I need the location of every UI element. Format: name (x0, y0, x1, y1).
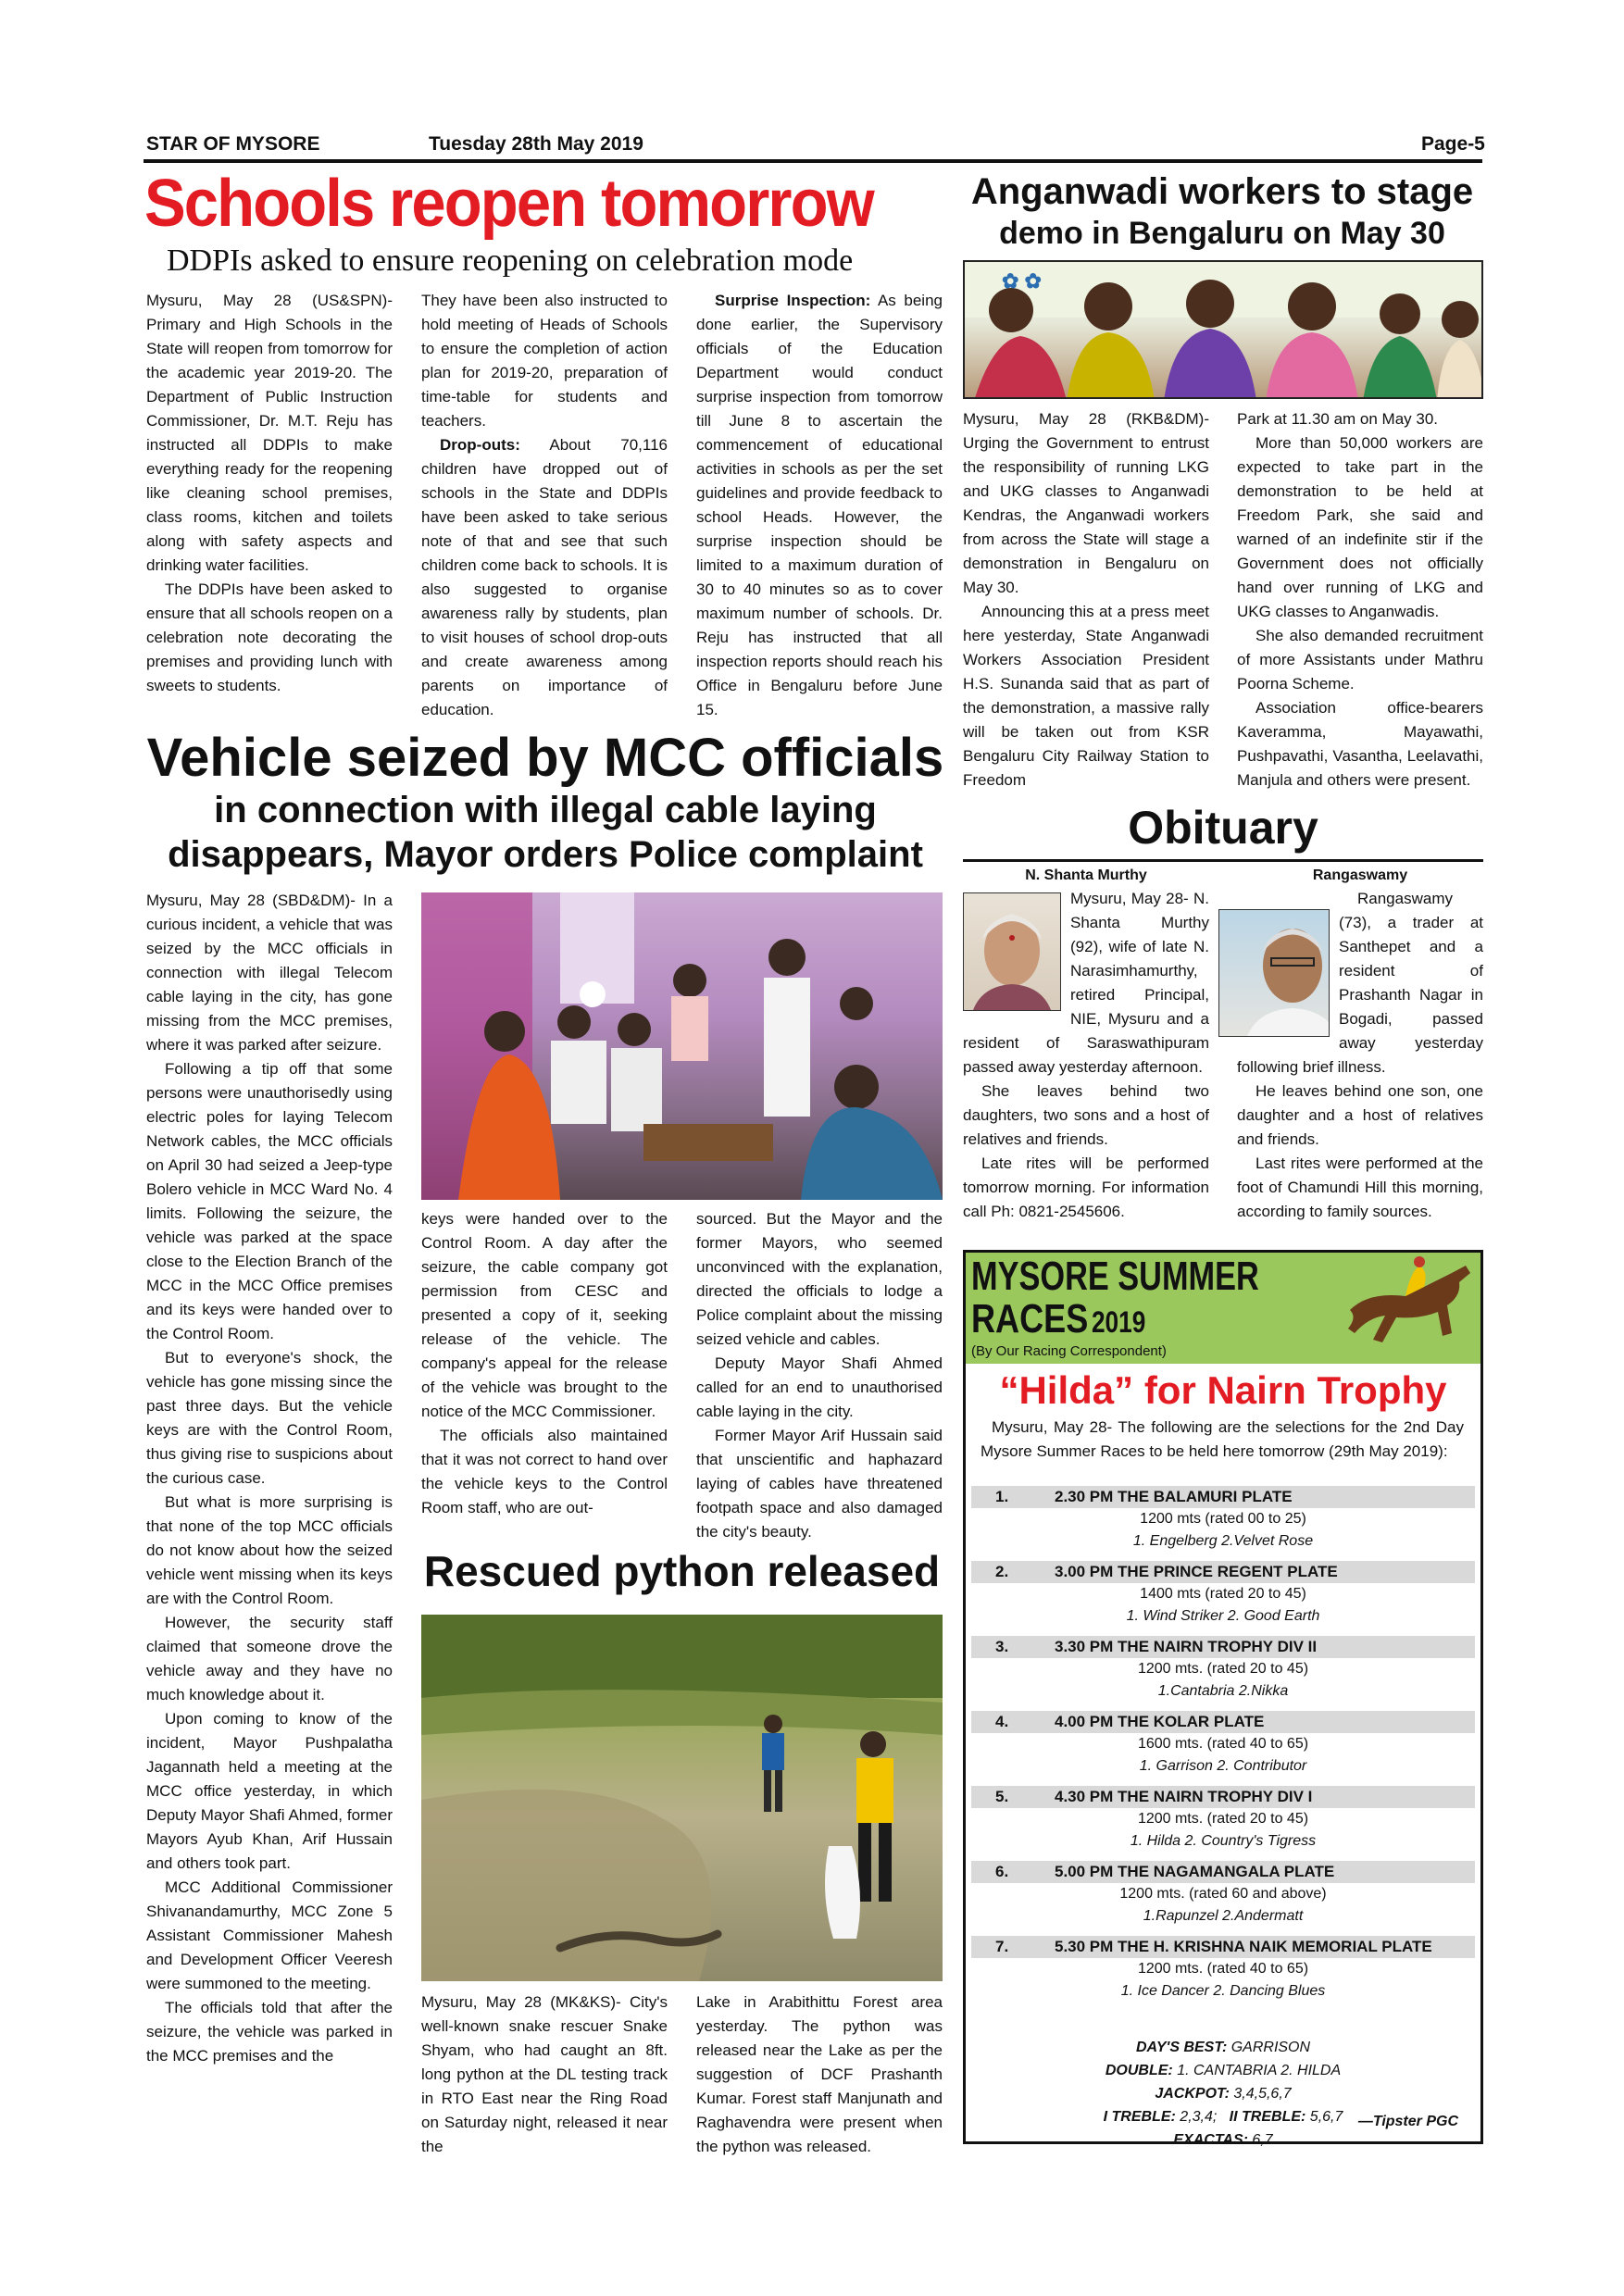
vehicle-p10: The officials also maintained that it was not correct to hand over the vehicle keys to the Control Room staff, who are out- (421, 1427, 668, 1516)
mcc-meeting-photo (421, 892, 943, 1200)
races-banner-title-1: MYSORE SUMMER (971, 1254, 1259, 1299)
race-title: 2.30 PM THE BALAMURI PLATE (1055, 1488, 1293, 1505)
race-title: 3.30 PM THE NAIRN TROPHY DIV II (1055, 1638, 1318, 1655)
schools-p5 (696, 289, 943, 722)
race-number: 1. (995, 1488, 1009, 1505)
vehicle-p6: Upon coming to know of the incident, Mayor Pushpalatha Jagannath held a meeting at the MCC office yesterday, in which Deputy Mayor Shafi Ahmed, former Mayors Ayub Khan, Arif Hussain and others took part. (146, 1710, 393, 1872)
race-item (971, 1786, 1475, 1853)
race-title: 5.30 PM THE H. KRISHNA NAIK MEMORIAL PLATE (1055, 1938, 1432, 1955)
races-summary (966, 2036, 1480, 2152)
race-distance: 1200 mts. (rated 40 to 65) (1137, 1961, 1309, 1977)
race-number: 3. (995, 1638, 1009, 1655)
paper-name: STAR OF MYSORE (146, 133, 320, 155)
obit-right-text-1: Rangaswamy (73), a trader at Santhepet and a resident of Prashanth Nagar in Bogadi, passed away yesterday following brief illness. (1237, 890, 1483, 1076)
inspection-lead: Surprise Inspection: (715, 292, 871, 309)
anganwadi-p6: Association office-bearers Kaveramma, Mayawathi, Pushpavathi, Vasantha, Leelavathi, Manjula and others were present. (1237, 699, 1483, 789)
race-distance: 1200 mts (rated 00 to 25) (1140, 1511, 1306, 1527)
race-title: 3.00 PM THE PRINCE REGENT PLATE (1055, 1563, 1338, 1580)
page-number: Page-5 (1421, 133, 1485, 155)
anganwadi-p3: Park at 11.30 am on May 30. (1237, 410, 1439, 428)
vehicle-col-1 (146, 889, 393, 2068)
python-p1: Mysuru, May 28 (MK&KS)- City's well-known snake rescuer Snake Shyam, who had caught an 8ft. long python at the DL testing track in RTO East near the Ring Road on Saturday night, released it near the (421, 1993, 668, 2155)
anganwadi-press-photo (963, 260, 1483, 399)
double-pick: DOUBLE: 1. CANTABRIA 2. HILDA (1105, 2063, 1342, 2078)
race-title: 5.00 PM THE NAGAMANGALA PLATE (1055, 1863, 1335, 1880)
schools-col-2 (421, 289, 668, 722)
vehicle-p7: MCC Additional Commissioner Shivanandamurthy, MCC Zone 5 Assistant Commissioner Mahesh and Development Officer Veeresh were summoned to the meeting. (146, 1878, 393, 1992)
race-title-bar (971, 1786, 1475, 1808)
dropouts-lead: Drop-outs: (440, 436, 520, 454)
racehorse-icon (1331, 1245, 1480, 1362)
race-selections: 1.Rapunzel 2.Andermatt (1143, 1908, 1304, 1924)
python-p2: Lake in Arabithittu Forest area yesterday. The python was released near the Lake as per the suggestion of DCF Prashanth Kumar. Forest staff Manjunath and Raghavendra were present when the python was released. (696, 1993, 943, 2155)
race-distance: 1200 mts. (rated 60 and above) (1119, 1886, 1327, 1902)
schools-headline: Schools reopen tomorrow (144, 167, 873, 241)
python-release-photo (421, 1615, 943, 1981)
race-title: 4.00 PM THE KOLAR PLATE (1055, 1713, 1265, 1730)
svg-text:✿ ✿: ✿ ✿ (1002, 269, 1042, 293)
race-selections: 1. Wind Striker 2. Good Earth (1126, 1608, 1320, 1624)
race-number: 7. (995, 1938, 1009, 1955)
schools-col-3 (696, 289, 943, 722)
races-banner-year: 2019 (1091, 1305, 1146, 1339)
race-distance: 1200 mts. (rated 20 to 45) (1137, 1661, 1309, 1677)
race-number: 2. (995, 1563, 1009, 1580)
obit-right-p2: He leaves behind one son, one daughter and a host of relatives and friends. (1237, 1082, 1483, 1148)
vehicle-headline: Vehicle seized by MCC officials (146, 728, 944, 788)
race-item (971, 1636, 1475, 1703)
race-item (971, 1861, 1475, 1928)
race-selections: 1. Garrison 2. Contributor (1139, 1758, 1307, 1774)
vehicle-p9: keys were handed over to the Control Room. A day after the seizure, the cable company got permission from CESC and presented a copy of it, seeking release of the vehicle. The company's appeal for the release of the vehicle was brought to the notice of the MCC Commissioner. (421, 1210, 668, 1420)
vehicle-subhead-1: in connection with illegal cable laying (214, 790, 877, 830)
vehicle-p11: sourced. But the Mayor and the former Mayors, who seemed unconvinced with the explanation, directed the officials to lodge a Police complaint about the missing seized vehicle and cables. (696, 1210, 943, 1348)
jackpot-pick: JACKPOT: 3,4,5,6,7 (1155, 2086, 1292, 2102)
race-item (971, 1711, 1475, 1778)
treble-picks: I TREBLE: 2,3,4; II TREBLE: 5,6,7 (1103, 2109, 1343, 2125)
races-intro: Mysuru, May 28- The following are the selections for the 2nd Day Mysore Summer Races to be held here tomorrow (29th May 2019): (981, 1418, 1464, 1460)
vehicle-p1: Mysuru, May 28 (SBD&DM)- In a curious incident, a vehicle that was seized by the MCC officials in connection with illegal Telecom cable laying in the city, has gone missing from the MCC premises, where it was parked after seizure. (146, 892, 393, 1054)
race-number: 5. (995, 1788, 1009, 1805)
vehicle-col-2 (421, 1207, 668, 1520)
vehicle-p13: Former Mayor Arif Hussain said that unscientific and haphazard laying of cables have threatened footpath space and also damaged the city's beauty. (696, 1427, 943, 1541)
race-title-bar (971, 1861, 1475, 1883)
vehicle-col-3 (696, 1207, 943, 1544)
race-item (971, 1486, 1475, 1553)
races-banner-title-2 (971, 1297, 1145, 1341)
schools-p1: Mysuru, May 28 (US&SPN)- Primary and High Schools in the State will reopen from tomorrow for the academic year 2019-20. The Department of Public Instruction Commissioner, Dr. M.T. Reju has instructed all DDPIs to make everything ready for the reopening like cleaning school premises, class rooms, kitchen and toilets along with safety aspects and drinking water facilities. (146, 292, 393, 574)
anganwadi-p5: She also demanded recruitment of more Assistants under Mathru Poorna Scheme. (1237, 627, 1483, 693)
races-byline: (By Our Racing Correspondent) (971, 1343, 1167, 1359)
race-list (971, 1486, 1475, 2004)
race-selections: 1. Hilda 2. Country's Tigress (1130, 1833, 1317, 1849)
vehicle-p4: But what is more surprising is that none of the top MCC officials do not know about how the seized vehicle went missing when its keys are with the Control Room. (146, 1493, 393, 1607)
anganwadi-col-1 (963, 407, 1209, 792)
schools-subhead: DDPIs asked to ensure reopening on celebration mode (167, 243, 854, 278)
anganwadi-p2: Announcing this at a press meet here yesterday, State Anganwadi Workers Association President H.S. Sunanda said that as part of the demonstration, a massive rally will be taken out from KSR Bengaluru City Railway Station to Freedom (963, 603, 1209, 789)
race-distance: 1200 mts. (rated 20 to 45) (1137, 1811, 1309, 1827)
race-title-bar (971, 1636, 1475, 1658)
tipster-credit: —Tipster PGC (1357, 2114, 1458, 2129)
days-best: DAY'S BEST: GARRISON (1135, 2040, 1311, 2055)
obit-right-p3: Last rites were performed at the foot of Chamundi Hill this morning, according to family sources. (1237, 1154, 1483, 1220)
obituary-title: Obituary (1128, 802, 1318, 854)
vehicle-p3: But to everyone's shock, the vehicle has gone missing since the past three days. But the vehicle keys are with the Control Room, thus giving rise to suspicions about the curious case. (146, 1349, 393, 1487)
race-selections: 1.Cantabria 2.Nikka (1157, 1683, 1289, 1699)
vehicle-p8: The officials told that after the seizure, the vehicle was parked in the MCC premises and the (146, 1999, 393, 2065)
python-col-2 (696, 1990, 943, 2159)
rescuer-right (825, 1731, 893, 1939)
exactas-pick: EXACTAS: 6,7 (1173, 2132, 1273, 2148)
race-selections: 1. Ice Dancer 2. Dancing Blues (1120, 1983, 1326, 1999)
race-title-bar (971, 1561, 1475, 1583)
race-number: 6. (995, 1863, 1009, 1880)
vehicle-p2: Following a tip off that some persons were unauthorisedly using electric poles for laying Telecom Network cables, the MCC officials on April 30 had seized a Jeep-type Bolero vehicle in MCC Ward No. 4 limits. Following the seizure, the vehicle was parked at the space close to the Election Branch of the MCC in the MCC Office premises and its keys were handed over to the Control Room. (146, 1060, 393, 1342)
obit-left-col (963, 887, 1209, 1224)
obit-left-p1: Mysuru, May 28- N. Shanta Murthy (92), wife of late N. Narasimhamurthy, retired Principal, NIE, Mysuru and a resident of Saraswathipuram passed away yesterday afternoon. (963, 890, 1209, 1076)
python-col-1 (421, 1990, 668, 2159)
anganwadi-headline-2: demo in Bengaluru on May 30 (999, 216, 1445, 251)
race-title-bar (971, 1711, 1475, 1733)
races-box (963, 1250, 1483, 2148)
races-headline: “Hilda” for Nairn Trophy (999, 1368, 1447, 1412)
race-distance: 1600 mts. (rated 40 to 65) (1137, 1736, 1309, 1752)
race-title-bar (971, 1486, 1475, 1508)
obit-right-name: Rangaswamy (1312, 867, 1408, 883)
race-title-bar (971, 1936, 1475, 1958)
obit-left-p2: She leaves behind two daughters, two sons and a host of relatives and friends. (963, 1082, 1209, 1148)
obit-right-portrait (1218, 909, 1330, 1037)
anganwadi-p4: More than 50,000 workers are expected to take part in the demonstration to be held at Freedom Park, she said and warned of an indefinite stir if the Government does not officially hand over running of LKG and UKG classes to Anganwadis. (1237, 434, 1483, 620)
schools-p3: They have been also instructed to hold meeting of Heads of Schools to ensure the completion of action plan for 2019-20, preparation of time-table for students and teachers. (421, 292, 668, 430)
races-banner (966, 1253, 1480, 1364)
dropouts-text: About 70,116 children have dropped out of schools in the State and DDPIs have been asked to take serious note of that and see that such children come back to schools. It is also suggested to organise awareness rally by students, plan to visit houses of school drop-outs and create awareness among parents on importance of education. (421, 436, 668, 718)
race-distance: 1400 mts (rated 20 to 45) (1140, 1586, 1306, 1602)
race-title: 4.30 PM THE NAIRN TROPHY DIV I (1055, 1788, 1313, 1805)
schools-p2: The DDPIs have been asked to ensure that all schools reopen on a celebration note decorating the premises and providing lunch with sweets to students. (146, 580, 393, 694)
obit-left-p3: Late rites will be performed tomorrow morning. For information call Ph: 0821-2545606. (963, 1154, 1209, 1220)
issue-date: Tuesday 28th May 2019 (429, 133, 643, 155)
obit-right-p1 (1237, 887, 1483, 1079)
obit-right-col (1237, 887, 1483, 1224)
vehicle-p12: Deputy Mayor Shafi Ahmed called for an end to unauthorised cable laying in the city. (696, 1354, 943, 1420)
masthead-rule (144, 159, 1482, 163)
race-selections: 1. Engelberg 2.Velvet Rose (1132, 1533, 1314, 1549)
vehicle-p5: However, the security staff claimed that someone drove the vehicle away and they have no much knowledge about it. (146, 1614, 393, 1703)
schools-col-1 (146, 289, 393, 698)
inspection-text: As being done earlier, the Supervisory officials of the Education Department would conduct surprise inspection from tomorrow till June 8 to ascertain the commencement of educational activities in schools as per the set guidelines and provide feedback to school Heads. However, the surprise inspection should be limited to a maximum duration of 30 to 40 minutes so as to cover maximum number of schools. Dr. Reju has instructed that all inspection reports should reach his Office in Bengaluru before June 15. (696, 292, 943, 718)
anganwadi-p1: Mysuru, May 28 (RKB&DM)- Urging the Government to entrust the responsibility of running LKG and UKG classes to Anganwadi Kendras, the Anganwadi workers from across the State will stage a demonstration in Bengaluru on May 30. (963, 410, 1209, 596)
races-banner-word: RACES (971, 1296, 1089, 1341)
obituary-rule (963, 859, 1483, 862)
rescuer-left (762, 1715, 784, 1812)
anganwadi-headline-1: Anganwadi workers to stage (970, 171, 1474, 212)
schools-p4 (421, 433, 668, 722)
python-headline: Rescued python released (423, 1547, 941, 1595)
vehicle-subhead-2: disappears, Mayor orders Police complaint (168, 834, 923, 875)
obit-left-name: N. Shanta Murthy (1025, 867, 1147, 883)
race-item (971, 1561, 1475, 1628)
race-number: 4. (995, 1713, 1009, 1730)
anganwadi-col-2 (1237, 407, 1483, 792)
race-item (971, 1936, 1475, 2003)
obit-left-portrait (963, 892, 1061, 1011)
